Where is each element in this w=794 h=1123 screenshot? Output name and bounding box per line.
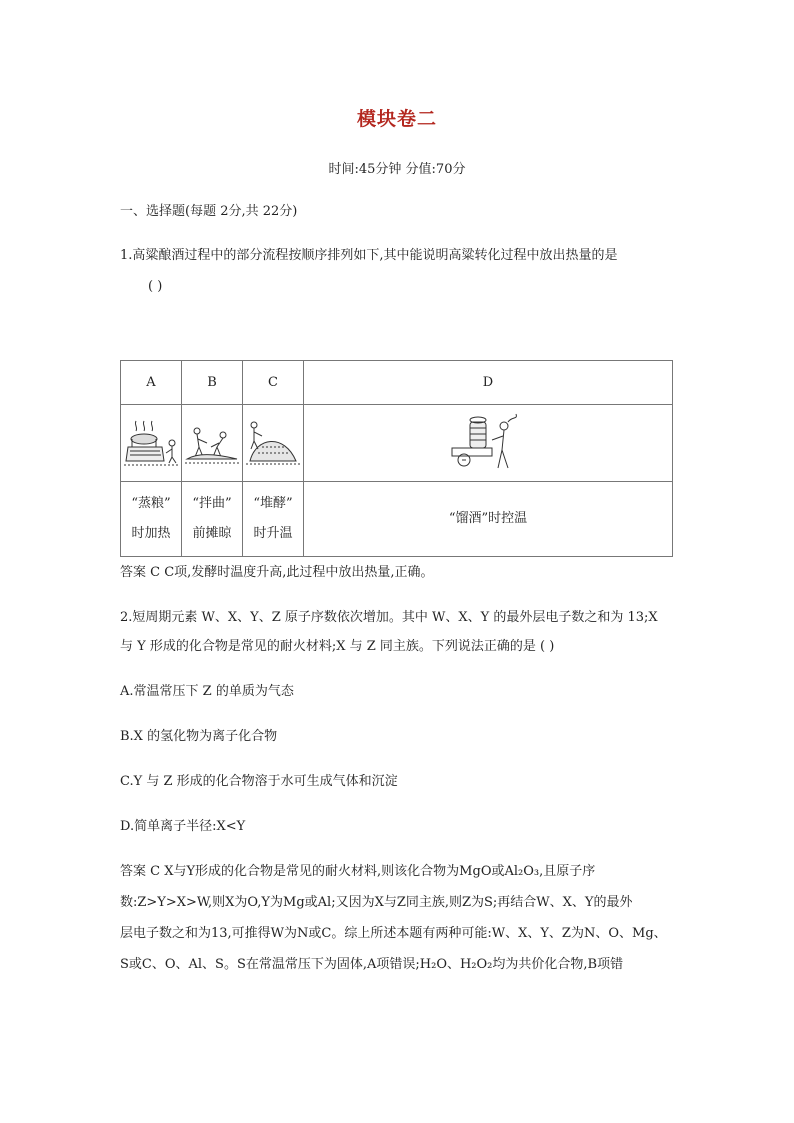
distilling-wine-icon (304, 412, 672, 474)
question-2-stem-line2: 与 Y 形成的化合物是常见的耐火材料;X 与 Z 同主族。下列说法正确的是 ( ) (120, 639, 555, 654)
option-a-header: A (121, 361, 182, 405)
question-1-bracket: ( ) (148, 279, 163, 294)
question-2-answer-line1: 答案 C X与Y形成的化合物是常见的耐火材料,则该化合物为MgO或Al₂O₃,且原子序 (120, 864, 596, 879)
steaming-grain-icon (121, 417, 181, 469)
question-2-answer-line2: 数:Z>Y>X>W,则X为O,Y为Mg或Al;又因为X与Z同主族,则Z为S;再结合W、X、Y的最外 (120, 895, 633, 910)
option-a-label-line1: “蒸粮” (131, 496, 171, 511)
option-b-header: B (182, 361, 243, 405)
question-2-option-c: C.Y 与 Z 形成的化合物溶于水可生成气体和沉淀 (120, 774, 398, 789)
question-1-options-table (120, 360, 673, 557)
exam-meta: 时间:45分钟 分值:70分 (328, 162, 466, 177)
mixing-yeast-icon (182, 417, 242, 469)
question-1-stem: 1.高粱酿酒过程中的部分流程按顺序排列如下,其中能说明高粱转化过程中放出热量的是 (120, 248, 618, 263)
option-d-label: “馏酒”时控温 (304, 482, 673, 557)
fermenting-pile-icon (243, 417, 303, 469)
question-2-option-b: B.X 的氢化物为离子化合物 (120, 729, 278, 744)
option-d-header: D (304, 361, 673, 405)
page-title: 模块卷二 (356, 108, 437, 130)
option-b-label-line1: “拌曲” (192, 496, 232, 511)
option-a-label-line2: 时加热 (131, 526, 171, 541)
option-b-label-line2: 前摊晾 (192, 526, 232, 541)
option-c-label-line2: 时升温 (253, 526, 293, 541)
option-c-label-line1: “堆酵” (253, 496, 293, 511)
question-2-option-a: A.常温常压下 Z 的单质为气态 (120, 684, 294, 699)
question-1-answer: 答案 C C项,发酵时温度升高,此过程中放出热量,正确。 (120, 565, 434, 580)
question-2-stem-line1: 2.短周期元素 W、X、Y、Z 原子序数依次增加。其中 W、X、Y 的最外层电子数之和为 13;X (120, 610, 658, 625)
question-2-answer-line4: S或C、O、Al、S。S在常温常压下为固体,A项错误;H₂O、H₂O₂均为共价化合物,B项错 (120, 957, 624, 972)
question-2-option-d: D.简单离子半径:X<Y (120, 819, 246, 834)
section-heading: 一、选择题(每题 2分,共 22分) (120, 204, 298, 219)
option-c-header: C (243, 361, 304, 405)
question-2-answer-line3: 层电子数之和为13,可推得W为N或C。综上所述本题有两种可能:W、X、Y、Z为N、O、Mg、 (120, 926, 667, 941)
